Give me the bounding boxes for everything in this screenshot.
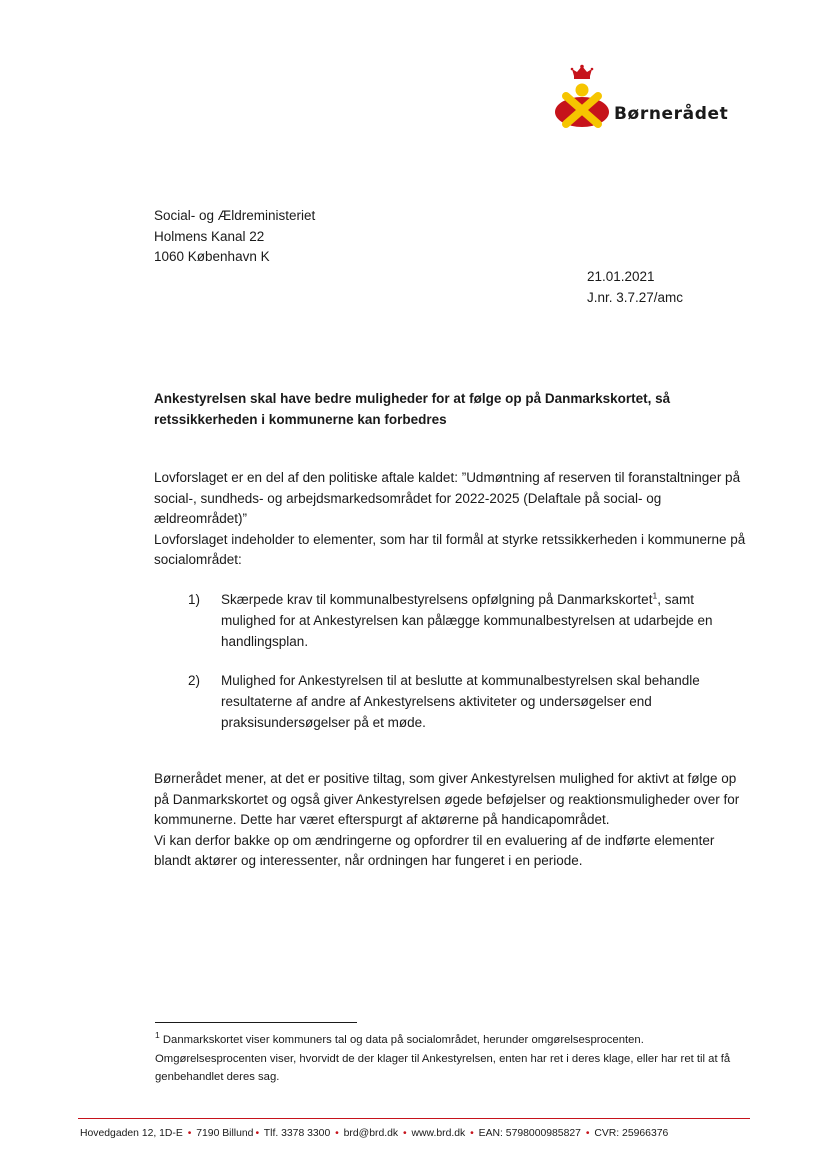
intro-paragraph: Lovforslaget indeholder to elementer, som har til formål at styrke retssikkerheden i kommunerne på socialområdet: [154,531,746,568]
list-text-part: Skærpede krav til kommunalbestyrelsens opfølgning på Danmarkskortet [221,592,653,607]
footer-separator: • [255,1128,260,1139]
recipient-line: 1060 København K [154,249,270,264]
footer-city: 7190 Billund [196,1128,254,1139]
list-text-part: , samt mulighed for at Ankestyrelsen kan pålægge kommunalbestyrelsen at udarbejde en handlingsplan. [221,592,713,649]
footer-ean: EAN: 5798000985827 [478,1128,581,1139]
footnote-reference: 1 [652,590,658,601]
footer-separator: • [470,1128,474,1139]
intro-paragraph: Lovforslaget er en del af den politiske aftale kaldet: ”Udmøntning af reserven til foranstaltninger på social-, sundheds- og arbejdsmarkedsområdet for 2022-2025 (Delaftale på social- og ældreområdet)” [154,470,741,527]
footnote [155,1031,735,1087]
closing-section [154,769,754,872]
organization-logo [552,64,752,134]
footer-separator: • [335,1128,339,1139]
page-footer [80,1127,740,1141]
list-text [221,589,748,652]
list-number: 2) [188,673,201,688]
footer-email[interactable]: brd@brd.dk [343,1128,399,1139]
journal-number: J.nr. 3.7.27/amc [587,289,684,305]
footnote-text: Danmarkskortet viser kommuners tal og data på socialområdet, herunder omgørelsesprocenten. Omgørelsesprocenten viser, hvorvidt de der klager til Ankestyrelsen, enten har ret i deres klage, eller har ret til at få genbehandlet deres sag. [155,1034,731,1083]
closing-paragraph: Børnerådet mener, at det er positive tiltag, som giver Ankestyrelsen mulighed for aktivt at følge op på Danmarkskortet og også giver Ankestyrelsen øgede beføjelser og reaktionsmuligheder over for kommunerne. Dette har været efterspurgt af aktørerne på handicapområdet. [154,771,740,828]
recipient-line: Holmens Kanal 22 [154,228,265,244]
footer-divider [78,1118,750,1119]
closing-paragraph: Vi kan derfor bakke op om ændringerne og opfordrer til en evaluering af de indførte elementer blandt aktører og interessenter, når ordningen har fungeret i en periode. [154,832,715,869]
footer-address: Hovedgaden 12, 1D-E [80,1128,183,1139]
recipient-address [154,206,315,268]
letter-meta [587,267,683,308]
footer-separator: • [403,1128,407,1139]
footer-separator: • [585,1128,590,1139]
crowned-x-figure-logo-icon [552,64,612,134]
intro-section [154,468,754,571]
list-item [188,589,748,652]
list-number: 1) [188,592,201,607]
recipient-line: Social- og Ældreministeriet [154,208,316,223]
footnote-number: 1 [155,1030,160,1041]
footer-separator: • [187,1128,192,1139]
footer-cvr: CVR: 25966376 [594,1128,669,1139]
list-item [188,670,748,733]
footer-phone: Tlf. 3378 3300 [263,1128,331,1139]
letter-subject: Ankestyrelsen skal have bedre muligheder for at følge op på Danmarkskortet, så retssikkerheden i kommunerne kan forbedres [154,391,671,427]
list-text: Mulighed for Ankestyrelsen til at beslutte at kommunalbestyrelsen skal behandle resultaterne af andre af Ankestyrelsens aktiviteter og undersøgelser end praksisundersøgelser på et møde. [221,673,700,730]
organization-name: Børnerådet [614,104,729,124]
footer-website[interactable]: www.brd.dk [411,1128,466,1139]
letter-date: 21.01.2021 [587,269,655,284]
footnote-divider [155,1022,357,1023]
